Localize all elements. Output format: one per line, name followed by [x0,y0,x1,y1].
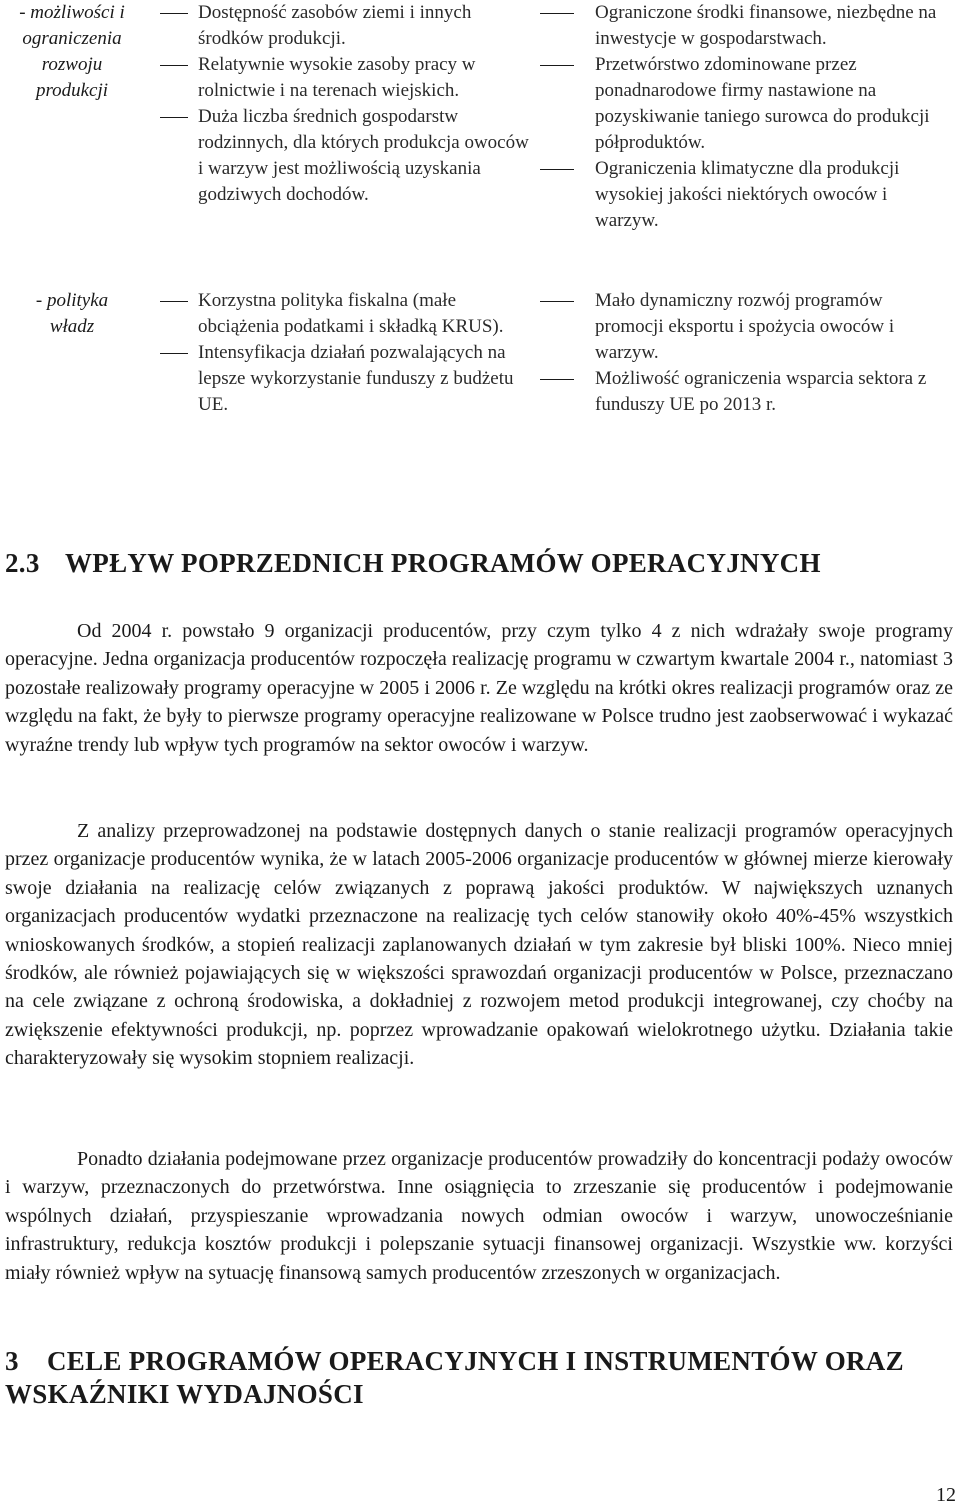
paragraph [5,617,953,759]
threats-column [540,0,952,234]
chapter-heading [5,1345,955,1411]
opportunities-column [150,288,535,418]
row-label-dash: - [35,290,47,311]
section-number: 2.3 [5,548,40,578]
list-item [150,340,535,418]
opportunities-column [150,0,535,208]
list-item-text: Ograniczone środki finansowe, niezbędne na inwestycje w gospodarstwach. [595,2,937,49]
swot-row-production [0,0,960,270]
page-number: 12 [936,1484,956,1506]
list-item [540,288,952,366]
row-label-dash: - [19,2,31,23]
chapter-title: CELE PROGRAMÓW OPERACYJNYCH I INSTRUMENTÓW ORAZ WSKAŹNIKI WYDAJNOŚCI [5,1346,904,1409]
paragraph [5,1145,953,1287]
list-item [150,288,535,340]
paragraph-text: Z analizy przeprowadzonej na podstawie dostępnych danych o stanie realizacji programów operacyjnych przez organizacje producentów wynika, że w latach 2005-2006 organizacje producentów w głównej mierze kierowały swoje działania na realizację celów związanych z poprawą jakości produktów. W największych uznanych organizacjach producentów wydatki przeznaczone na realizację tych celów stanowiły około 40%-45% wszystkich wnioskowanych środków, a stopień realizacji zaplanowanych działań w tym zakresie był bliski 100%. Nieco mniej środków, ale również pojawiających się w większości sprawozdań organizacji producentów w Polsce, przeznaczano na cele związane z ochroną środowiska, a dokładniej z rozwojem metod produkcji integrowanej, czy choćby na zwiększenie efektywności produkcji, np. poprzez wprowadzanie opakowań wielokrotnego użytku. Działania takie charakteryzowały się wysokim stopniem realizacji. [5,820,953,1070]
list-item-text: Możliwość ograniczenia wsparcia sektora z funduszy UE po 2013 r. [595,368,927,415]
list-item-text: Przetwórstwo zdominowane przez ponadnarodowe firmy nastawione na pozyskiwanie taniego surowca do produkcji półproduktów. [595,54,930,153]
section-title: WPŁYW POPRZEDNICH PROGRAMÓW OPERACYJNYCH [65,548,821,578]
row-label-text: polityka [46,290,109,311]
list-item [150,0,535,52]
threats-column [540,288,952,418]
paragraph [5,817,953,1073]
row-label-text: władz [49,316,95,337]
list-item [540,52,952,156]
list-item [540,366,952,418]
list-item-text: Relatywnie wysokie zasoby pracy w rolnictwie i na terenach wiejskich. [198,54,476,101]
swot-table [0,0,960,480]
chapter-number: 3 [5,1346,19,1376]
paragraph-text: Ponadto działania podejmowane przez organizacje producentów prowadziły do koncentracji podaży owoców i warzyw, przeznaczonych do przetwórstwa. Inne osiągnięcia to zrzeszanie się producentów i podejmowanie wspólnych działań, przyspieszanie wprowadzania nowych odmian owoców i warzyw, unowocześnianie infrastruktury, redukcja kosztów produkcji i polepszanie sytuacji finansowej organizacji. Wszystkie ww. korzyści miały również wpływ na sytuację finansową samych producentów zrzeszonych w organizacjach. [5,1148,953,1284]
list-item-text: Intensyfikacja działań pozwalających na lepsze wykorzystanie funduszy z budżetu UE. [198,342,514,415]
swot-row-policy [0,288,960,478]
list-item-text: Duża liczba średnich gospodarstw rodzinnych, dla których produkcja owoców i warzyw jest możliwością uzyskania godziwych dochodów. [198,106,529,205]
section-heading [5,545,821,581]
list-item [150,52,535,104]
list-item [540,156,952,234]
paragraph-text: Od 2004 r. powstało 9 organizacji producentów, przy czym tylko 4 z nich wdrażały swoje programy operacyjne. Jedna organizacja producentów rozpoczęła realizację programu w czwartym kwartale 2004 r., natomiast 3 pozostałe realizowały programy operacyjne w 2005 i 2006 r. Ze względu na krótki okres realizacji programów oraz ze względu na fakt, że były to pierwsze programy operacyjne realizowane w Polsce trudno jest zaobserwować i wykazać wyraźne trendy lub wpływ tych programów na sektor owoców i warzyw. [5,620,953,756]
list-item-text: Ograniczenia klimatyczne dla produkcji wysokiej jakości niektórych owoców i warzyw. [595,158,900,231]
list-item [540,0,952,52]
list-item-text: Korzystna polityka fiskalna (małe obciążenia podatkami i składką KRUS). [198,290,504,337]
list-item [150,104,535,208]
row-label [4,288,140,340]
list-item-text: Dostępność zasobów ziemi i innych środków produkcji. [198,2,472,49]
row-label-text: możliwości i ograniczenia rozwoju produkcji [22,2,125,101]
row-label [4,0,140,104]
list-item-text: Mało dynamiczny rozwój programów promocji eksportu i spożycia owoców i warzyw. [595,290,895,363]
